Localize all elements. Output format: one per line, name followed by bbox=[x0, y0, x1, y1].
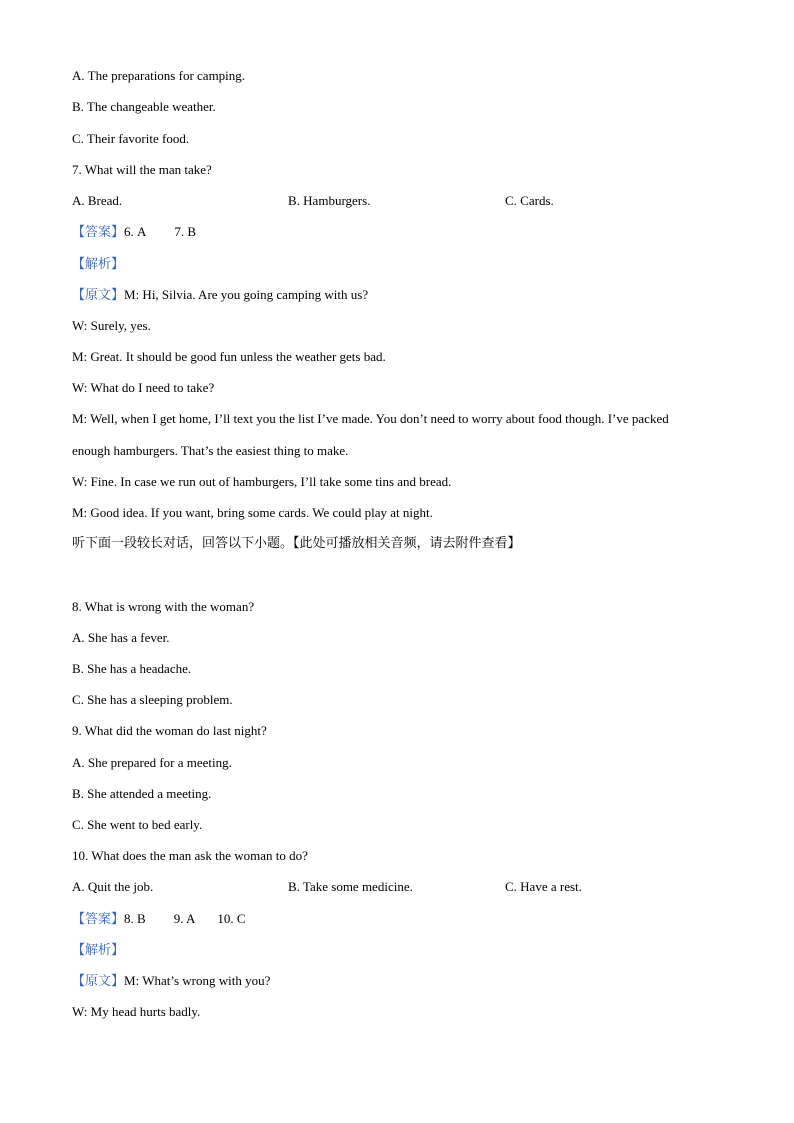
q6-option-b: B. The changeable weather. bbox=[72, 99, 216, 114]
transcript-1-line-6: enough hamburgers. That’s the easiest thing to make. bbox=[72, 443, 349, 458]
transcript-1-line-5: M: Well, when I get home, I’ll text you the list I’ve made. You don’t need to worry about food though. I’ve packed bbox=[72, 411, 669, 426]
q10-option-c: C. Have a rest. bbox=[505, 879, 582, 894]
q8-option-a: A. She has a fever. bbox=[72, 630, 170, 645]
transcript-1-line-3: M: Great. It should be good fun unless the weather gets bad. bbox=[72, 349, 386, 364]
transcript-1-line-8: M: Good idea. If you want, bring some cards. We could play at night. bbox=[72, 505, 433, 520]
q10-options bbox=[72, 879, 692, 895]
transcript-1-line-2: W: Surely, yes. bbox=[72, 318, 151, 333]
transcript-1-line-4: W: What do I need to take? bbox=[72, 380, 215, 395]
answer-9: 9. A bbox=[173, 911, 196, 926]
q8-option-b: B. She has a headache. bbox=[72, 661, 192, 676]
transcript-2-line-2: W: My head hurts badly. bbox=[72, 1004, 201, 1019]
q7-option-c: C. Cards. bbox=[505, 193, 554, 208]
transcript-label: 【原文】 bbox=[72, 288, 125, 303]
analysis-label-2: 【解析】 bbox=[72, 943, 125, 958]
q8-question: 8. What is wrong with the woman? bbox=[72, 599, 255, 614]
transcript-2-line-1: 【原文】M: What’s wrong with you? bbox=[72, 973, 271, 989]
answer-line-1 bbox=[72, 224, 196, 241]
answer-label: 【答案】 bbox=[72, 912, 125, 927]
q9-question: 9. What did the woman do last night? bbox=[72, 723, 267, 738]
q10-question: 10. What does the man ask the woman to do? bbox=[72, 848, 308, 863]
q7-question: 7. What will the man take? bbox=[72, 162, 212, 177]
q9-option-b: B. She attended a meeting. bbox=[72, 786, 212, 801]
transcript-1-line-1: 【原文】M: Hi, Silvia. Are you going camping with us? bbox=[72, 287, 369, 303]
answer-6: 6. A bbox=[124, 224, 147, 239]
q9-option-a: A. She prepared for a meeting. bbox=[72, 755, 232, 770]
q8-option-c: C. She has a sleeping problem. bbox=[72, 692, 233, 707]
q9-option-c: C. She went to bed early. bbox=[72, 817, 203, 832]
q7-option-b: B. Hamburgers. bbox=[288, 193, 371, 208]
answer-line-2 bbox=[72, 911, 246, 928]
answer-8: 8. B bbox=[124, 911, 146, 926]
transcript-label: 【原文】 bbox=[72, 974, 125, 989]
q7-option-a: A. Bread. bbox=[72, 193, 123, 208]
q10-option-a: A. Quit the job. bbox=[72, 879, 154, 894]
answer-7: 7. B bbox=[174, 224, 197, 239]
answer-10: 10. C bbox=[217, 911, 246, 926]
q10-option-b: B. Take some medicine. bbox=[288, 879, 413, 894]
q6-option-a: A. The preparations for camping. bbox=[72, 68, 246, 83]
answer-label: 【答案】 bbox=[72, 225, 125, 240]
analysis-label-1: 【解析】 bbox=[72, 257, 125, 272]
listening-instruction: 听下面一段较长对话，回答以下小题。【此处可播放相关音频，请去附件查看】 bbox=[72, 536, 521, 551]
q7-options bbox=[72, 193, 692, 209]
q6-option-c: C. Their favorite food. bbox=[72, 131, 190, 146]
transcript-1-line-7: W: Fine. In case we run out of hamburgers, I’ll take some tins and bread. bbox=[72, 474, 452, 489]
